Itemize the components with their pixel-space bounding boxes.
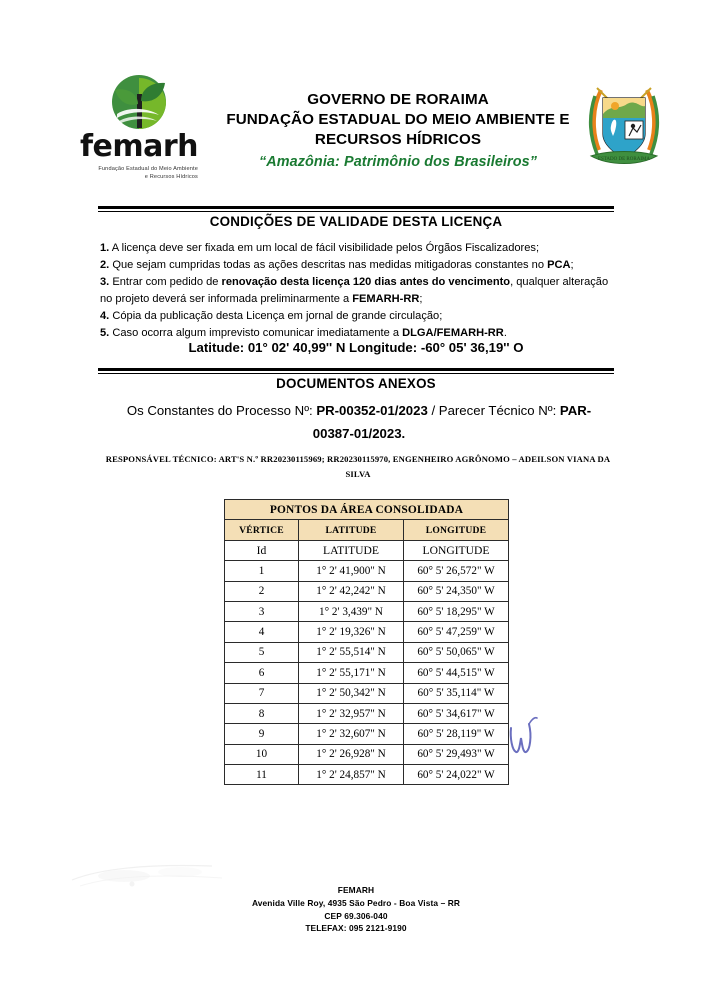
document-footer — [0, 884, 712, 935]
attachments-body — [110, 400, 608, 445]
cell-id: 3 — [225, 601, 299, 621]
condition-bold2-3: FEMARH-RR — [352, 292, 420, 305]
document-header — [60, 72, 670, 184]
cell-latitude: 1° 2' 42,242" N — [299, 581, 404, 601]
table-row — [225, 703, 509, 723]
subheader-latitude: LATITUDE — [299, 540, 404, 560]
responsible-technician: RESPONSÁVEL TÉCNICO: ART'S N.º RR20230115969; RR20230115970, ENGENHEIRO AGRÔNOMO – ADEILSON VIANA DA SILVA — [105, 454, 611, 479]
condition-bold-5: DLGA/FEMARH-RR — [402, 326, 504, 339]
condition-tail-2: ; — [570, 258, 574, 271]
cell-latitude: 1° 2' 41,900" N — [299, 561, 404, 581]
condition-tail-3: , qualquer alteração no projeto deverá ser informada preliminarmente a — [100, 275, 609, 305]
cell-longitude: 60° 5' 47,259" W — [404, 622, 509, 642]
cell-id: 4 — [225, 622, 299, 642]
cell-latitude: 1° 2' 19,326" N — [299, 622, 404, 642]
table-row — [225, 642, 509, 662]
condition-number-5: 5. — [100, 326, 110, 339]
cell-latitude: 1° 2' 26,928" N — [299, 744, 404, 764]
cell-longitude: 60° 5' 35,114" W — [404, 683, 509, 703]
condition-number-3: 3. — [100, 275, 110, 288]
table-subheader-row — [225, 540, 509, 560]
roraima-crest — [578, 72, 670, 180]
cell-id: 5 — [225, 642, 299, 662]
table-row — [225, 601, 509, 621]
cell-latitude: 1° 2' 3,439" N — [299, 601, 404, 621]
coat-of-arms-icon — [581, 76, 667, 180]
coordinates-table-wrapper — [224, 499, 508, 785]
table-header-row — [225, 520, 509, 540]
condition-item-1 — [100, 240, 620, 257]
coordinates-table — [224, 499, 509, 785]
condition-bold-3: renovação desta licença 120 dias antes do vencimento — [221, 275, 511, 288]
femarh-logo — [60, 72, 218, 181]
condition-item-3 — [100, 274, 620, 308]
table-row — [225, 744, 509, 764]
condition-bold-2: PCA — [547, 258, 571, 271]
table-row — [225, 683, 509, 703]
cell-id: 2 — [225, 581, 299, 601]
process-number: PR-00352-01/2023 — [316, 403, 428, 418]
cell-longitude: 60° 5' 44,515" W — [404, 663, 509, 683]
condition-text-4: Cópia da publicação desta Licença em jornal de grande circulação; — [109, 309, 443, 322]
femarh-wordmark: femarh — [79, 129, 199, 164]
condition-number-4: 4. — [100, 309, 110, 322]
subheader-id: Id — [225, 540, 299, 560]
attachments-middle: / Parecer Técnico Nº: — [427, 403, 560, 418]
footer-org: FEMARH — [337, 885, 375, 895]
cell-longitude: 60° 5' 24,022" W — [404, 765, 509, 785]
condition-text-2: Que sejam cumpridas todas as ações descritas nas medidas mitigadoras constantes no — [109, 258, 548, 271]
cell-id: 10 — [225, 744, 299, 764]
technical-opinion-number: PAR-00387-01/2023. — [312, 403, 592, 441]
cell-latitude: 1° 2' 55,171" N — [299, 663, 404, 683]
footer-phone: TELEFAX: 095 2121-9190 — [305, 923, 407, 934]
cell-id: 6 — [225, 663, 299, 683]
cell-id: 9 — [225, 724, 299, 744]
column-header-vertice: VÉRTICE — [225, 520, 299, 540]
table-row — [225, 724, 509, 744]
site-coordinates: Latitude: 01° 02' 40,99'' N Longitude: -60° 05' 36,19'' O — [188, 340, 524, 355]
footer-address: Avenida Ville Roy, 4935 São Pedro - Boa Vista – RR — [251, 897, 461, 908]
condition-text-1: A licença deve ser fixada em um local de fácil visibilidade pelos Órgãos Fiscalizadores; — [109, 242, 540, 254]
table-row — [225, 765, 509, 785]
cell-id: 8 — [225, 703, 299, 723]
femarh-logo-subtitle-line2: e Recursos Hídricos — [144, 174, 198, 181]
title-line-2: FUNDAÇÃO ESTADUAL DO MEIO AMBIENTE E — [226, 111, 570, 129]
cell-longitude: 60° 5' 29,493" W — [404, 744, 509, 764]
condition-text-3: Entrar com pedido de — [109, 275, 222, 288]
title-line-3: RECURSOS HÍDRICOS — [314, 131, 482, 149]
cell-id: 7 — [225, 683, 299, 703]
cell-longitude: 60° 5' 28,119" W — [404, 724, 509, 744]
cell-id: 11 — [225, 765, 299, 785]
femarh-logo-subtitle — [80, 165, 198, 181]
table-row — [225, 561, 509, 581]
cell-latitude: 1° 2' 55,514" N — [299, 642, 404, 662]
cell-latitude: 1° 2' 24,857" N — [299, 765, 404, 785]
attachments-heading: DOCUMENTOS ANEXOS — [276, 376, 436, 391]
femarh-logo-icon — [97, 74, 181, 136]
government-slogan: “Amazônia: Patrimônio dos Brasileiros” — [258, 153, 538, 170]
condition-item-2 — [100, 257, 620, 274]
cell-latitude: 1° 2' 32,607" N — [299, 724, 404, 744]
cell-id: 1 — [225, 561, 299, 581]
condition-text-5: Caso ocorra algum imprevisto comunicar imediatamente a — [109, 326, 403, 339]
condition-number-2: 2. — [100, 258, 110, 271]
conditions-heading: CONDIÇÕES DE VALIDADE DESTA LICENÇA — [209, 214, 503, 229]
svg-text:ESTADO DE RORAIMA: ESTADO DE RORAIMA — [597, 157, 651, 162]
table-row — [225, 581, 509, 601]
column-header-longitude: LONGITUDE — [404, 520, 509, 540]
cell-latitude: 1° 2' 50,342" N — [299, 683, 404, 703]
coordinates-table-title: PONTOS DA ÁREA CONSOLIDADA — [225, 500, 509, 520]
table-title-row — [225, 500, 509, 520]
condition-number-1: 1. — [100, 242, 110, 254]
cell-longitude: 60° 5' 24,350" W — [404, 581, 509, 601]
document-title-block — [218, 72, 578, 170]
condition-tail-5: . — [503, 326, 507, 339]
femarh-logo-subtitle-line1: Fundação Estadual do Meio Ambiente — [98, 166, 198, 172]
cell-longitude: 60° 5' 26,572" W — [404, 561, 509, 581]
cell-longitude: 60° 5' 34,617" W — [404, 703, 509, 723]
conditions-list — [100, 240, 620, 342]
cell-longitude: 60° 5' 50,065" W — [404, 642, 509, 662]
condition-tail2-3: ; — [419, 292, 423, 305]
title-line-1: GOVERNO DE RORAIMA — [307, 91, 489, 108]
column-header-latitude: LATITUDE — [299, 520, 404, 540]
footer-zip: CEP 69.306-040 — [324, 910, 388, 921]
subheader-longitude: LONGITUDE — [404, 540, 509, 560]
divider-attachments-top — [98, 368, 614, 374]
cell-longitude: 60° 5' 18,295" W — [404, 601, 509, 621]
table-row — [225, 663, 509, 683]
cell-latitude: 1° 2' 32,957" N — [299, 703, 404, 723]
attachments-prefix: Os Constantes do Processo Nº: — [126, 403, 317, 418]
handwritten-initial — [505, 712, 545, 764]
condition-item-4 — [100, 308, 620, 325]
divider-conditions-top — [98, 206, 614, 212]
table-row — [225, 622, 509, 642]
